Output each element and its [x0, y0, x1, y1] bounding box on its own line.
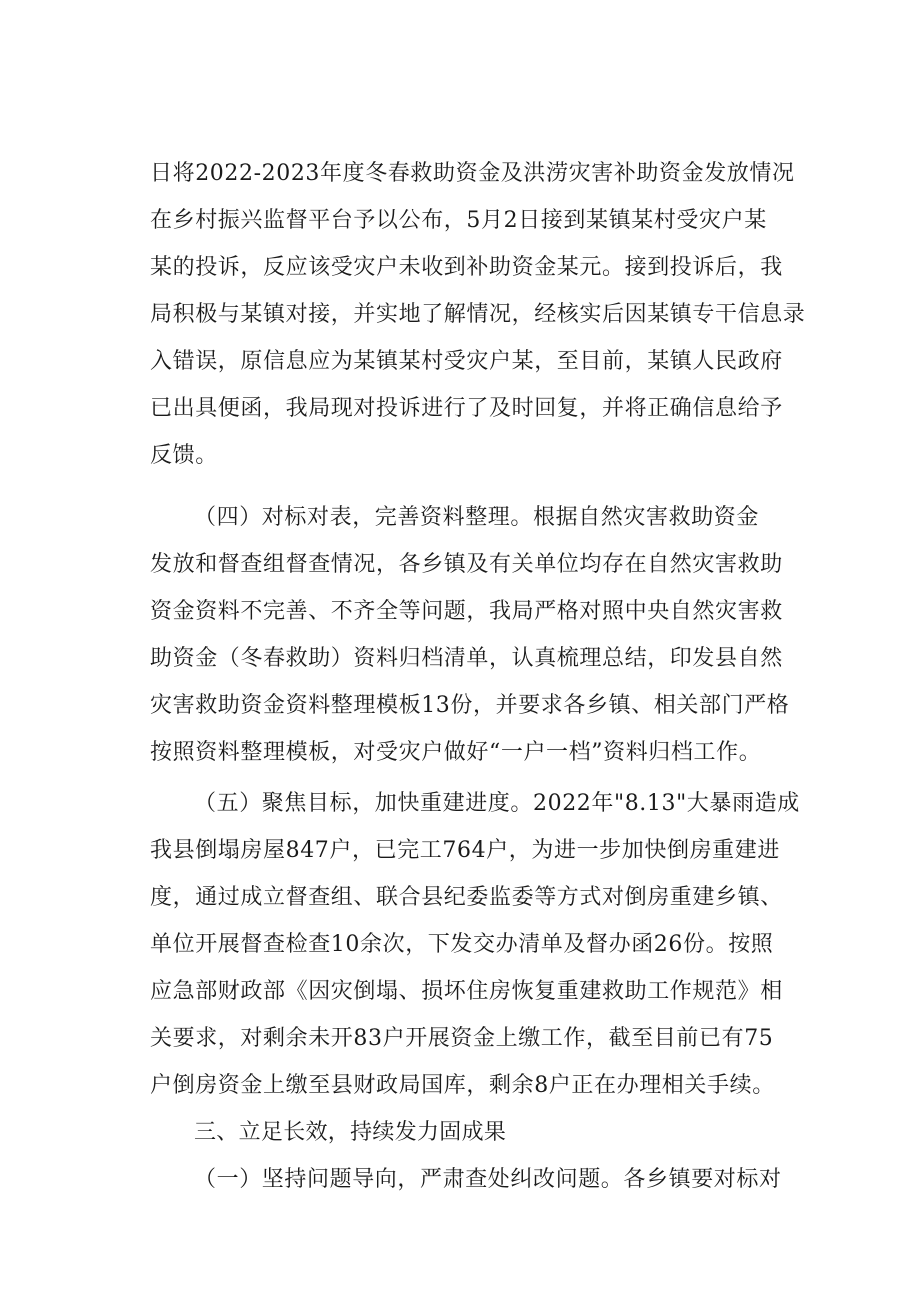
text-line: 灾害救助资金资料整理模板13份，并要求各乡镇、相关部门严格 — [150, 693, 790, 718]
text-line: 户倒房资金上缴至县财政局国库，剩余8户正在办理相关手续。 — [150, 1073, 775, 1098]
paragraph-problem-orientation — [150, 1156, 800, 1203]
paragraph-reconstruction-progress — [150, 780, 800, 1109]
paragraph-data-organization — [150, 494, 800, 776]
paragraph-complaint-handling — [150, 150, 806, 479]
section-heading: 三、立足长效，持续发力固成果 — [194, 1120, 507, 1145]
text-line: 我县倒塌房屋847户，已完工764户，为进一步加快倒房重建进 — [150, 838, 780, 863]
text-line: 按照资料整理模板，对受灾户做好“一户一档”资料归档工作。 — [150, 740, 762, 765]
text-line: 应急部财政部《因灾倒塌、损坏住房恢复重建救助工作规范》相 — [150, 979, 783, 1004]
text-line: 某的投诉，反应该受灾户未收到补助资金某元。接到投诉后，我 — [150, 255, 783, 280]
text-line: 单位开展督查检查10余次，下发交办清单及督办函26份。按照 — [150, 932, 774, 957]
text-line: 资金资料不完善、不齐全等问题，我局严格对照中央自然灾害救 — [150, 599, 783, 624]
document-body — [150, 150, 806, 1203]
text-line: 日将2022-2023年度冬春救助资金及洪涝灾害补助资金发放情况 — [150, 161, 795, 186]
text-line: 在乡村振兴监督平台予以公布，5月2日接到某镇某村受灾户某 — [150, 208, 767, 233]
text-line: 助资金（冬春救助）资料归档清单，认真梳理总结，印发县自然 — [150, 646, 783, 671]
text-line: 已出具便函，我局现对投诉进行了及时回复，并将正确信息给予 — [150, 396, 783, 421]
text-line: 发放和督查组督查情况，各乡镇及有关单位均存在自然灾害救助 — [150, 552, 783, 577]
text-line: （五）聚焦目标，加快重建进度。2022年"8.13"大暴雨造成 — [194, 791, 800, 816]
text-line: 局积极与某镇对接，并实地了解情况，经核实后因某镇专干信息录 — [150, 302, 806, 327]
text-line: （四）对标对表，完善资料整理。根据自然灾害救助资金 — [194, 505, 760, 530]
text-line: 度，通过成立督查组、联合县纪委监委等方式对倒房重建乡镇、 — [150, 885, 783, 910]
text-line: （一）坚持问题导向，严肃查处纠改问题。各乡镇要对标对 — [194, 1167, 782, 1192]
text-line: 反馈。 — [150, 443, 218, 468]
text-line: 入错误，原信息应为某镇某村受灾户某，至目前，某镇人民政府 — [150, 349, 783, 374]
text-line: 关要求，对剩余未开83户开展资金上缴工作，截至目前已有75 — [150, 1026, 774, 1051]
